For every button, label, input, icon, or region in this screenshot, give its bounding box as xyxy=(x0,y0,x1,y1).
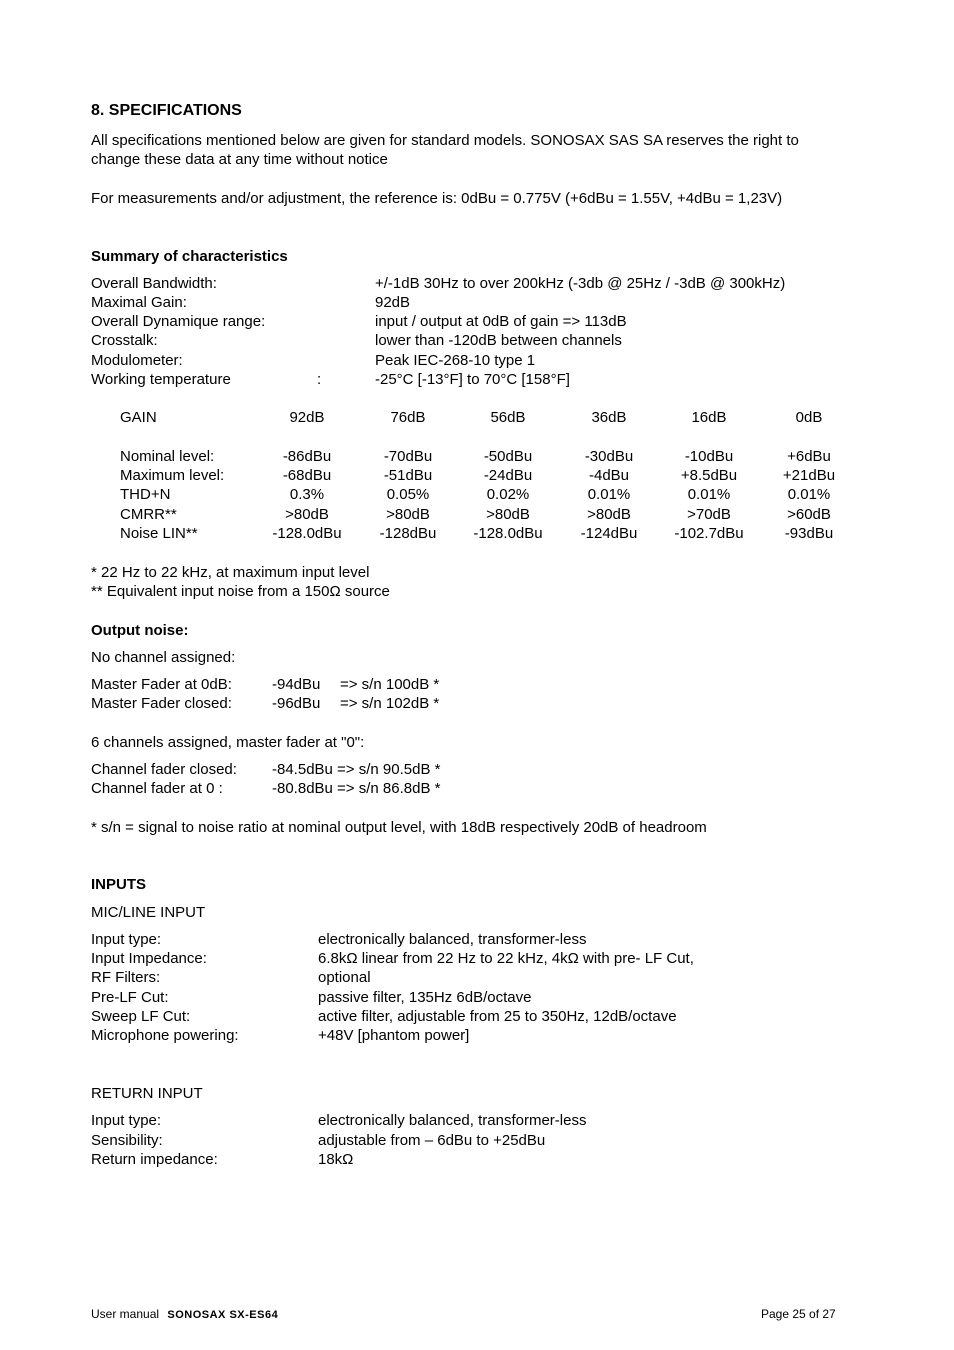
master-sn: => s/n 100dB * xyxy=(340,676,440,693)
gain-cell: -124dBu xyxy=(580,525,638,542)
gain-cell: >80dB xyxy=(587,506,631,523)
spec-label: Input type: xyxy=(91,1112,162,1129)
gain-cell: -24dBu xyxy=(483,467,533,484)
gain-cell: 0.02% xyxy=(486,486,530,503)
spec-value: 6.8kΩ linear from 22 Hz to 22 kHz, 4kΩ with pre- LF Cut, xyxy=(318,950,694,967)
master-level: -96dBu xyxy=(272,695,321,712)
gain-cell: -93dBu xyxy=(784,525,834,542)
gain-row-label: THD+N xyxy=(120,486,171,503)
summary-value: input / output at 0dB of gain => 113dB xyxy=(375,313,627,330)
gain-cell: 0.01% xyxy=(687,486,731,503)
gain-cell: -10dBu xyxy=(684,448,734,465)
summary-value: Peak IEC-268-10 type 1 xyxy=(375,352,536,369)
gain-cell: >80dB xyxy=(486,506,530,523)
spec-label: Return impedance: xyxy=(91,1151,218,1168)
gain-row-label: Nominal level: xyxy=(120,448,215,465)
summary-label: Overall Dynamique range: xyxy=(91,313,266,330)
gain-cell: -30dBu xyxy=(584,448,634,465)
spec-value: 18kΩ xyxy=(318,1151,354,1168)
gain-row-label: CMRR** xyxy=(120,506,177,523)
spec-value: adjustable from – 6dBu to +25dBu xyxy=(318,1132,546,1149)
channel-label: Channel fader closed: xyxy=(91,761,237,778)
footer-manual-label: User manual xyxy=(91,1307,160,1321)
spec-label: Input type: xyxy=(91,931,162,948)
gain-cell: +21dBu xyxy=(782,467,836,484)
summary-value: +/-1dB 30Hz to over 200kHz (-3db @ 25Hz / -3dB @ 300kHz) xyxy=(375,275,786,292)
gain-cell: -102.7dBu xyxy=(674,525,744,542)
spec-value: optional xyxy=(318,969,371,986)
gain-cell: >60dB xyxy=(787,506,831,523)
channel-label: Channel fader at 0 : xyxy=(91,780,223,797)
gain-header-cell: 36dB xyxy=(591,409,627,426)
gain-header-cell: 0dB xyxy=(795,409,823,426)
return-input-title: RETURN INPUT xyxy=(91,1085,203,1102)
gain-cell: >80dB xyxy=(386,506,430,523)
sn-note: * s/n = signal to noise ratio at nominal output level, with 18dB respectively 20dB of headroom xyxy=(91,819,707,836)
spec-value: electronically balanced, transformer-less xyxy=(318,931,587,948)
gain-cell: 0.05% xyxy=(386,486,430,503)
summary-heading: Summary of characteristics xyxy=(91,248,288,265)
summary-label: Working temperature xyxy=(91,371,231,388)
gain-cell: -68dBu xyxy=(282,467,332,484)
spec-label: Pre-LF Cut: xyxy=(91,989,169,1006)
spec-label: Microphone powering: xyxy=(91,1027,239,1044)
spec-value: passive filter, 135Hz 6dB/octave xyxy=(318,989,532,1006)
footnote-1: * 22 Hz to 22 kHz, at maximum input level xyxy=(91,564,370,581)
no-channel-label: No channel assigned: xyxy=(91,649,236,666)
channel-value: -84.5dBu => s/n 90.5dB * xyxy=(272,761,441,778)
gain-cell: >70dB xyxy=(687,506,731,523)
gain-cell: 0.01% xyxy=(587,486,631,503)
master-level: -94dBu xyxy=(272,676,321,693)
gain-header-cell: 92dB xyxy=(289,409,325,426)
gain-cell: -128dBu xyxy=(379,525,437,542)
gain-cell: -4dBu xyxy=(588,467,630,484)
gain-cell: 0.01% xyxy=(787,486,831,503)
inputs-heading: INPUTS xyxy=(91,876,147,893)
channel-value: -80.8dBu => s/n 86.8dB * xyxy=(272,780,441,797)
intro-line-2: change these data at any time without notice xyxy=(91,151,388,168)
mic-line-title: MIC/LINE INPUT xyxy=(91,904,206,921)
gain-cell: +8.5dBu xyxy=(680,467,738,484)
footer-brand: SONOSAX SX-ES64 xyxy=(167,1309,279,1321)
gain-cell: >80dB xyxy=(285,506,329,523)
summary-value: lower than -120dB between channels xyxy=(375,332,622,349)
gain-header-label: GAIN xyxy=(120,409,157,426)
six-channels-label: 6 channels assigned, master fader at "0": xyxy=(91,734,365,751)
footnote-2: ** Equivalent input noise from a 150Ω source xyxy=(91,583,390,600)
spec-value: active filter, adjustable from 25 to 350Hz, 12dB/octave xyxy=(318,1008,677,1025)
gain-cell: -86dBu xyxy=(282,448,332,465)
summary-label: Maximal Gain: xyxy=(91,294,187,311)
section-title: 8. SPECIFICATIONS xyxy=(91,102,242,119)
summary-value: -25°C [-13°F] to 70°C [158°F] xyxy=(375,371,570,388)
spec-value: electronically balanced, transformer-less xyxy=(318,1112,587,1129)
gain-cell: -70dBu xyxy=(383,448,433,465)
spec-label: Sweep LF Cut: xyxy=(91,1008,191,1025)
spec-value: +48V [phantom power] xyxy=(318,1027,470,1044)
master-label: Master Fader closed: xyxy=(91,695,232,712)
gain-row-label: Maximum level: xyxy=(120,467,225,484)
reference-note: For measurements and/or adjustment, the reference is: 0dBu = 0.775V (+6dBu = 1.55V, +4dBu = 1,23V) xyxy=(91,190,783,207)
gain-header-cell: 56dB xyxy=(490,409,526,426)
summary-colon: : xyxy=(317,371,322,388)
summary-label: Overall Bandwidth: xyxy=(91,275,217,292)
page-footer-left xyxy=(91,1305,278,1325)
spec-label: Input Impedance: xyxy=(91,950,207,967)
gain-header-cell: 76dB xyxy=(390,409,426,426)
summary-value: 92dB xyxy=(375,294,411,311)
summary-label: Modulometer: xyxy=(91,352,183,369)
output-noise-heading: Output noise: xyxy=(91,622,189,639)
gain-cell: -51dBu xyxy=(383,467,433,484)
gain-cell: 0.3% xyxy=(289,486,325,503)
intro-line-1: All specifications mentioned below are given for standard models. SONOSAX SAS SA reserves the right to xyxy=(91,132,799,149)
gain-cell: -128.0dBu xyxy=(473,525,543,542)
master-label: Master Fader at 0dB: xyxy=(91,676,232,693)
gain-cell: -128.0dBu xyxy=(272,525,342,542)
gain-cell: +6dBu xyxy=(787,448,831,465)
page-number: Page 25 of 27 xyxy=(761,1307,836,1321)
gain-header-cell: 16dB xyxy=(691,409,727,426)
gain-row-label: Noise LIN** xyxy=(120,525,198,542)
summary-label: Crosstalk: xyxy=(91,332,158,349)
gain-cell: -50dBu xyxy=(483,448,533,465)
spec-label: Sensibility: xyxy=(91,1132,163,1149)
master-sn: => s/n 102dB * xyxy=(340,695,440,712)
spec-label: RF Filters: xyxy=(91,969,161,986)
